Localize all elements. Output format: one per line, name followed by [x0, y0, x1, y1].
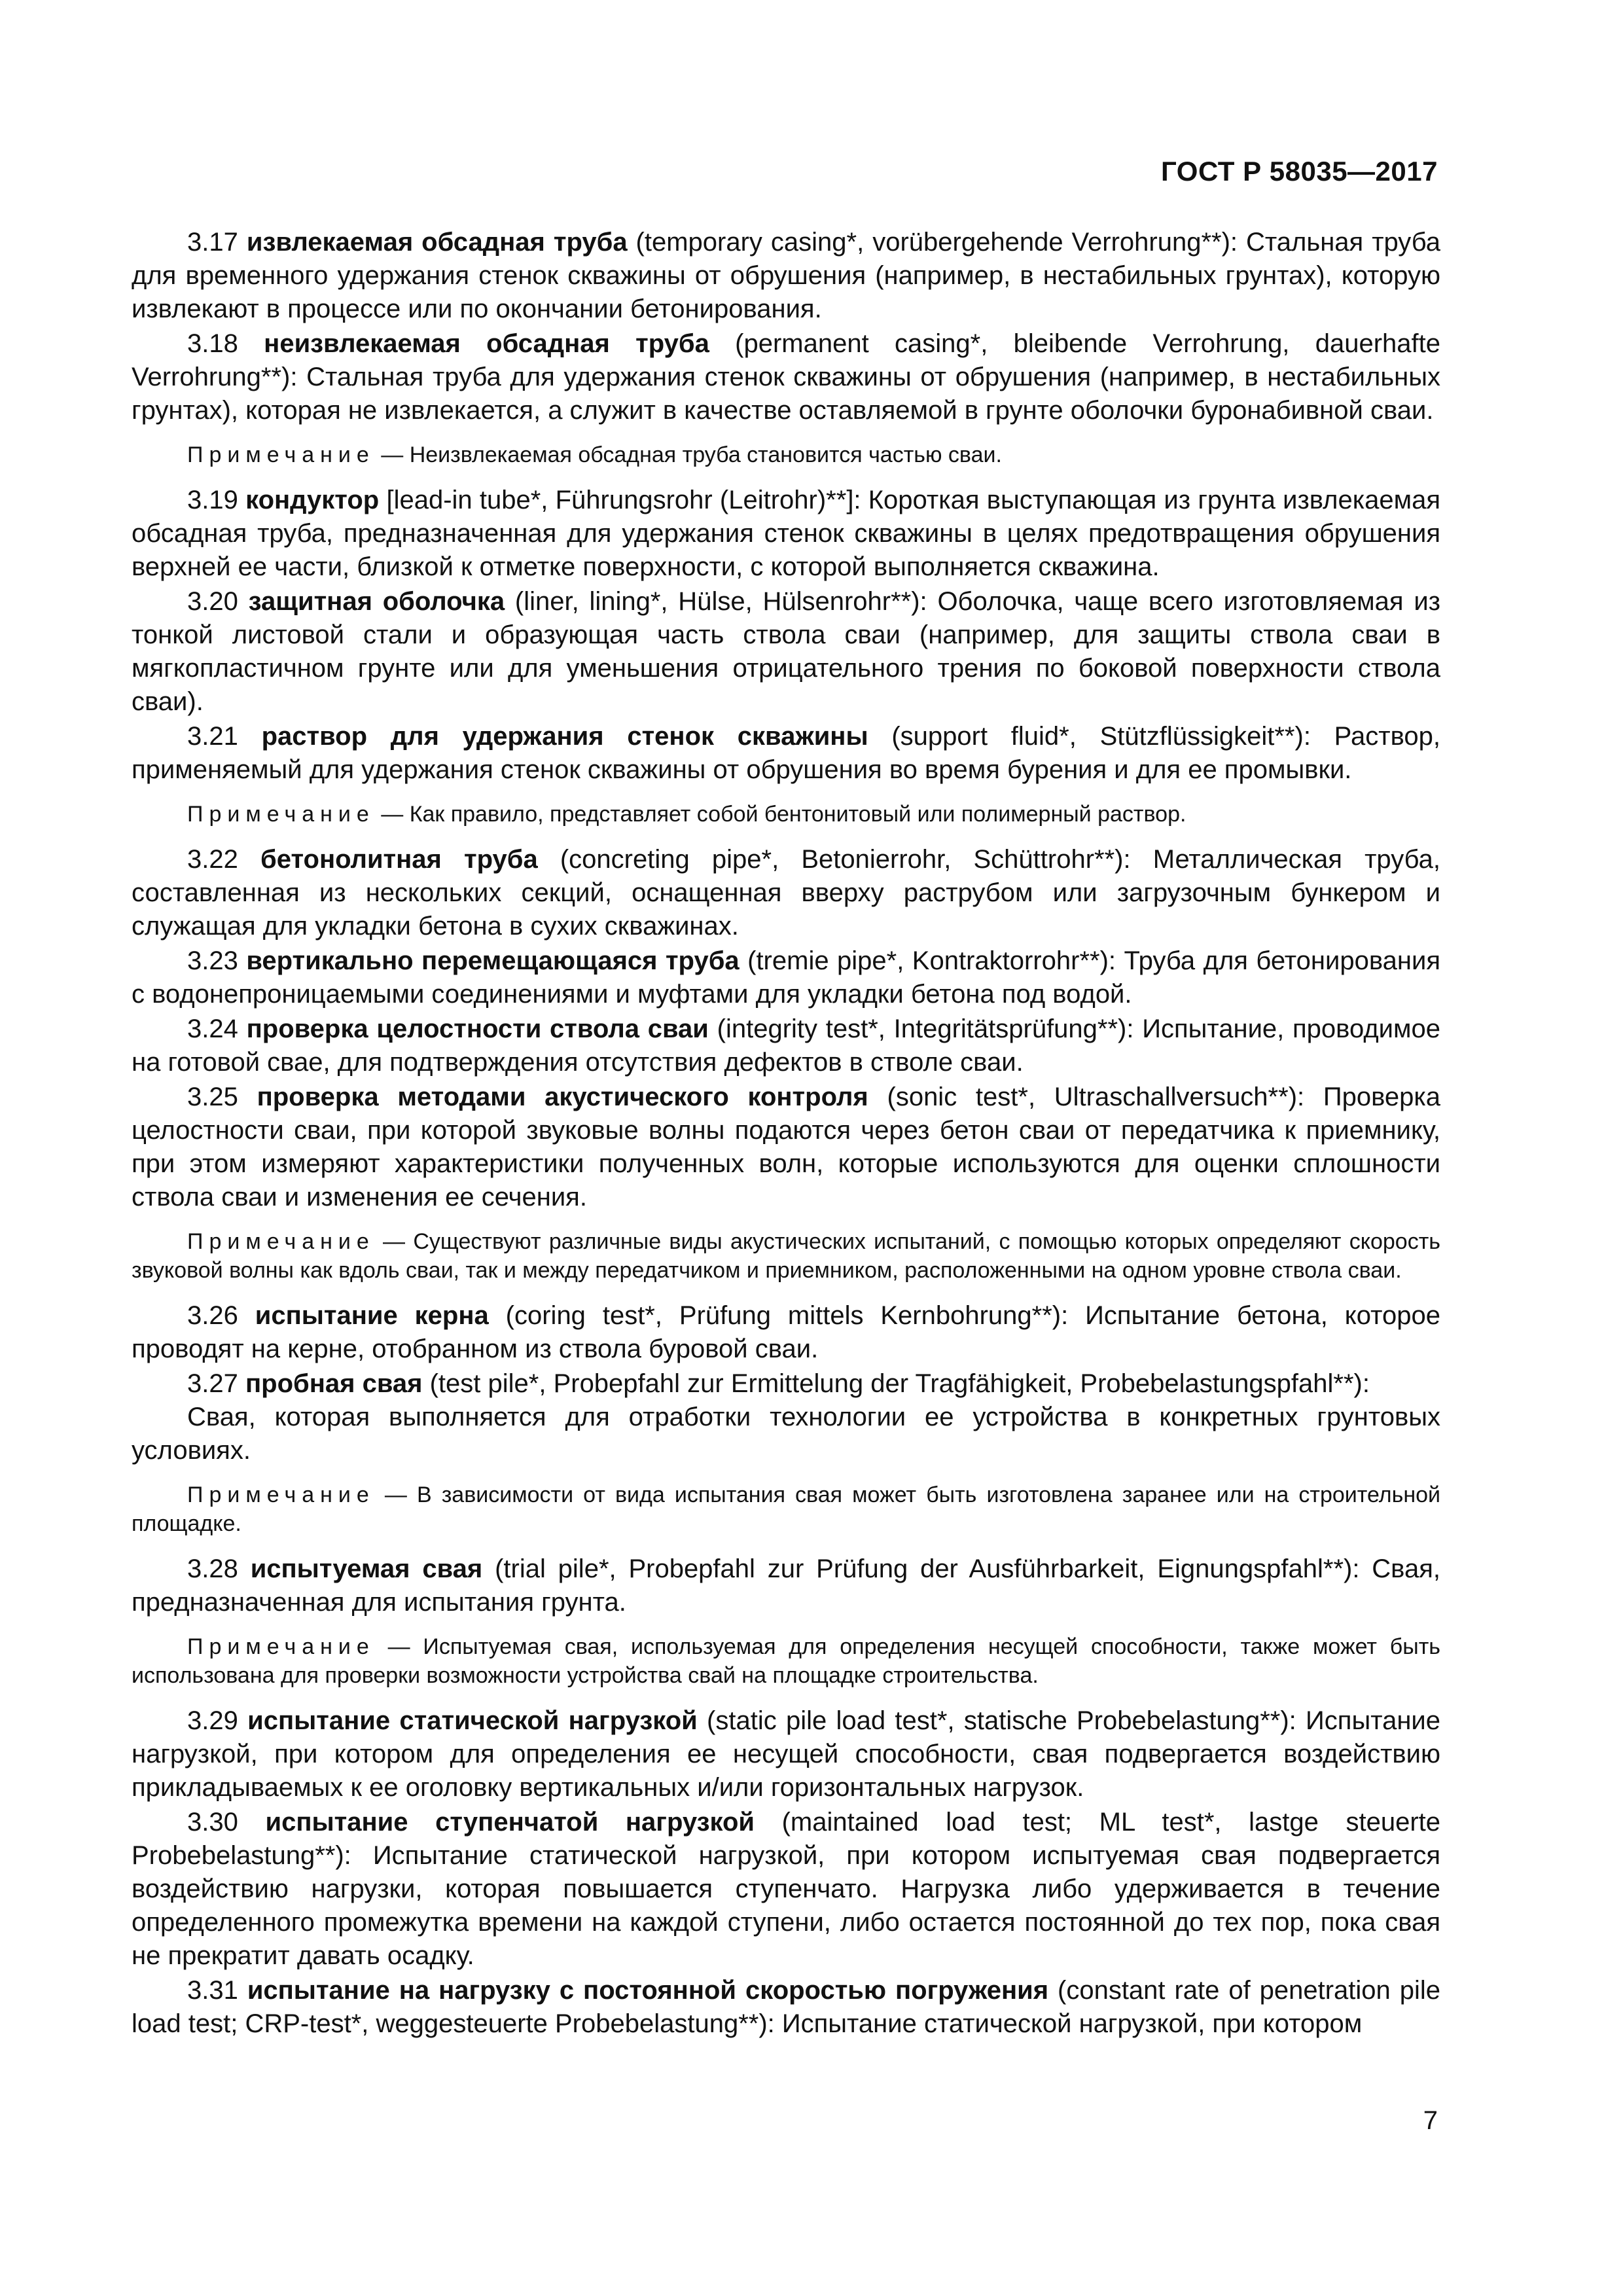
note-dash: —	[374, 442, 410, 467]
note-label: Примечание	[187, 1229, 375, 1254]
note	[132, 1227, 1440, 1285]
definition-entry	[132, 1013, 1440, 1079]
note-label: Примечание	[187, 1482, 375, 1507]
defined-term: защитная оболочка	[248, 587, 505, 616]
defined-term: пробная свая	[245, 1369, 423, 1398]
clause-number: 3.23	[187, 946, 238, 975]
note	[132, 800, 1440, 829]
definition-continuation: Свая, которая выполняется для отработки технологии ее устройства в конкретных грунтовых условиях.	[132, 1403, 1440, 1465]
definition-text: (trial pile*, Probepfahl zur Prüfung der Ausführbarkeit, Eignungspfahl**): Свая, предназначенная для испытания грунта.	[132, 1554, 1440, 1617]
definition-text: (liner, lining*, Hülse, Hülsenrohr**): Оболочка, чаще всего изготовляемая из тонкой листовой стали и образующая часть ствола сваи (например, для защиты ствола сваи в мягкопластичном грунте или для уменьшения отрицательного трения по боковой поверхности ствола сваи).	[132, 587, 1441, 716]
definition-text: (permanent casing*, bleibende Verrohrung, dauerhafte Verrohrung**): Стальная труба для удержания стенок скважины от обрушения (например, в нестабильных грунтах), которая не извлекается, а служит в качестве оставляемой в грунте оболочки буронабивной сваи.	[132, 329, 1440, 425]
defined-term: неизвлекаемая обсадная труба	[264, 329, 709, 358]
clause-number: 3.31	[187, 1976, 238, 2005]
note-text: Как правило, представляет собой бентонитовый или полимерный раствор.	[409, 802, 1186, 827]
definition-text: (sonic test*, Ultraschallversuch**): Проверка целостности сваи, при которой звуковые волны подаются через бетон сваи от передатчика к приемнику, при этом измеряют характеристики полученных волн, которые используются для оценки сплошности ствола сваи и изменения ее сечения.	[132, 1083, 1440, 1211]
clause-number: 3.25	[187, 1083, 238, 1111]
defined-term: раствор для удержания стенок скважины	[261, 722, 868, 751]
definition-text: (constant rate of penetration pile load test; CRP-test*, weggesteuerte Probebelastung**): Испытание статической нагрузкой, при котором	[132, 1976, 1440, 2038]
definition-entry	[132, 1974, 1440, 2041]
clause-number: 3.29	[187, 1706, 238, 1735]
note-text: Существуют различные виды акустических испытаний, с помощью которых определяют скорость звуковой волны как вдоль сваи, так и между передатчиком и приемником, расположенными на одном уровне ствола сваи.	[132, 1229, 1440, 1283]
note-dash: —	[374, 1634, 423, 1659]
definition-entry	[132, 720, 1440, 787]
note-label: Примечание	[187, 442, 375, 467]
definition-entry	[132, 1806, 1440, 1973]
definition-text: (maintained load test; ML test*, lastge steuerte Probebelastung**): Испытание статической нагрузкой, при котором испытуемая свая подвергается воздействию нагрузки, которая повышается ступенчато. Нагрузка либо удерживается в течение определенного промежутка времени на каждой ступени, либо остается постоянной до тех пор, пока свая не прекратит давать осадку.	[132, 1808, 1441, 1970]
definition-entry	[132, 327, 1440, 427]
note	[132, 1480, 1440, 1538]
clause-number: 3.26	[187, 1301, 238, 1330]
definition-entry	[132, 1552, 1440, 1619]
definition-entry	[132, 585, 1440, 719]
definition-entry	[132, 944, 1440, 1011]
standard-designation: ГОСТ Р 58035—2017	[1161, 156, 1438, 187]
clause-number: 3.20	[187, 587, 238, 616]
note-label: Примечание	[187, 1634, 375, 1659]
definition-text: [lead-in tube*, Führungsrohr (Leitrohr)**]: Короткая выступающая из грунта извлекаемая обсадная труба, предназначенная для удержания стенок скважины в целях предотвращения обрушения верхней ее части, близкой к отметке поверхности, с которой выполняется скважина.	[132, 486, 1440, 581]
note-text: В зависимости от вида испытания свая может быть изготовлена заранее или на строительной площадке.	[132, 1482, 1440, 1536]
definition-entry	[132, 1704, 1440, 1804]
clause-number: 3.30	[187, 1808, 238, 1837]
definition-entry	[132, 226, 1440, 326]
defined-term: испытание на нагрузку с постоянной скоростью погружения	[247, 1976, 1049, 2005]
defined-term: вертикально перемещающаяся труба	[246, 946, 740, 975]
definition-text: (static pile load test*, statische Probebelastung**): Испытание нагрузкой, при котором для определения ее несущей способности, свая подвергается воздействию прикладываемых к ее оголовку вертикальных и/или горизонтальных нагрузок.	[132, 1706, 1440, 1802]
clause-number: 3.28	[187, 1554, 238, 1583]
defined-term: испытание статической нагрузкой	[247, 1706, 698, 1735]
note	[132, 440, 1440, 469]
definition-entry	[132, 1367, 1440, 1401]
defined-term: испытание ступенчатой нагрузкой	[265, 1808, 755, 1837]
clause-number: 3.24	[187, 1014, 238, 1043]
clause-number: 3.17	[187, 228, 238, 257]
defined-term: проверка методами акустического контроля	[257, 1083, 868, 1111]
defined-term: проверка целостности ствола сваи	[246, 1014, 709, 1043]
note-dash: —	[374, 802, 410, 827]
clause-number: 3.21	[187, 722, 238, 751]
note-dash: —	[374, 1482, 417, 1507]
defined-term: кондуктор	[245, 486, 380, 514]
defined-term: испытание керна	[255, 1301, 489, 1330]
definition-text: (concreting pipe*, Betonierrohr, Schüttrohr**): Металлическая труба, составленная из нескольких секций, оснащенная вверху раструбом или загрузочным бункером и служащая для укладки бетона в сухих скважинах.	[132, 845, 1440, 941]
definition-text: (temporary casing*, vorübergehende Verrohrung**): Стальная труба для временного удержания стенок скважины от обрушения (например, в нестабильных грунтах), которую извлекают в процессе или по окончании бетонирования.	[132, 228, 1440, 323]
note-dash: —	[374, 1229, 414, 1254]
clause-number: 3.18	[187, 329, 238, 358]
definition-entry	[132, 1299, 1440, 1366]
definition-entry	[132, 1081, 1440, 1214]
definition-text: (tremie pipe*, Kontraktorrohr**): Труба для бетонирования с водонепроницаемыми соединениями и муфтами для укладки бетона под водой.	[132, 946, 1440, 1009]
clause-number: 3.27	[187, 1369, 238, 1398]
clause-number: 3.19	[187, 486, 238, 514]
defined-term: испытуемая свая	[250, 1554, 483, 1583]
definition-entry	[132, 484, 1440, 584]
note-label: Примечание	[187, 802, 375, 827]
note-text: Испытуемая свая, используемая для определения несущей способности, также может быть использована для проверки возможности устройства свай на площадке строительства.	[132, 1634, 1440, 1688]
definition-entry	[132, 843, 1440, 943]
note-text: Неизвлекаемая обсадная труба становится частью сваи.	[409, 442, 1002, 467]
note	[132, 1632, 1440, 1690]
definition-text: (support fluid*, Stützflüssigkeit**): Раствор, применяемый для удержания стенок скважины от обрушения во время бурения и для ее промывки.	[132, 722, 1440, 784]
document-body	[132, 226, 1440, 2042]
clause-number: 3.22	[187, 845, 238, 874]
definition-text: (test pile*, Probepfahl zur Ermittelung der Tragfähigkeit, Probebelastungspfahl**):	[422, 1369, 1370, 1398]
defined-term: извлекаемая обсадная труба	[246, 228, 628, 257]
definition-text: (coring test*, Prüfung mittels Kernbohrung**): Испытание бетона, которое проводят на керне, отобранном из ствола буровой сваи.	[132, 1301, 1440, 1363]
page-number: 7	[1423, 2106, 1438, 2135]
defined-term: бетонолитная труба	[260, 845, 538, 874]
definition-text: (integrity test*, Integritätsprüfung**): Испытание, проводимое на готовой свае, для подтверждения отсутствия дефектов в стволе сваи.	[132, 1014, 1441, 1077]
